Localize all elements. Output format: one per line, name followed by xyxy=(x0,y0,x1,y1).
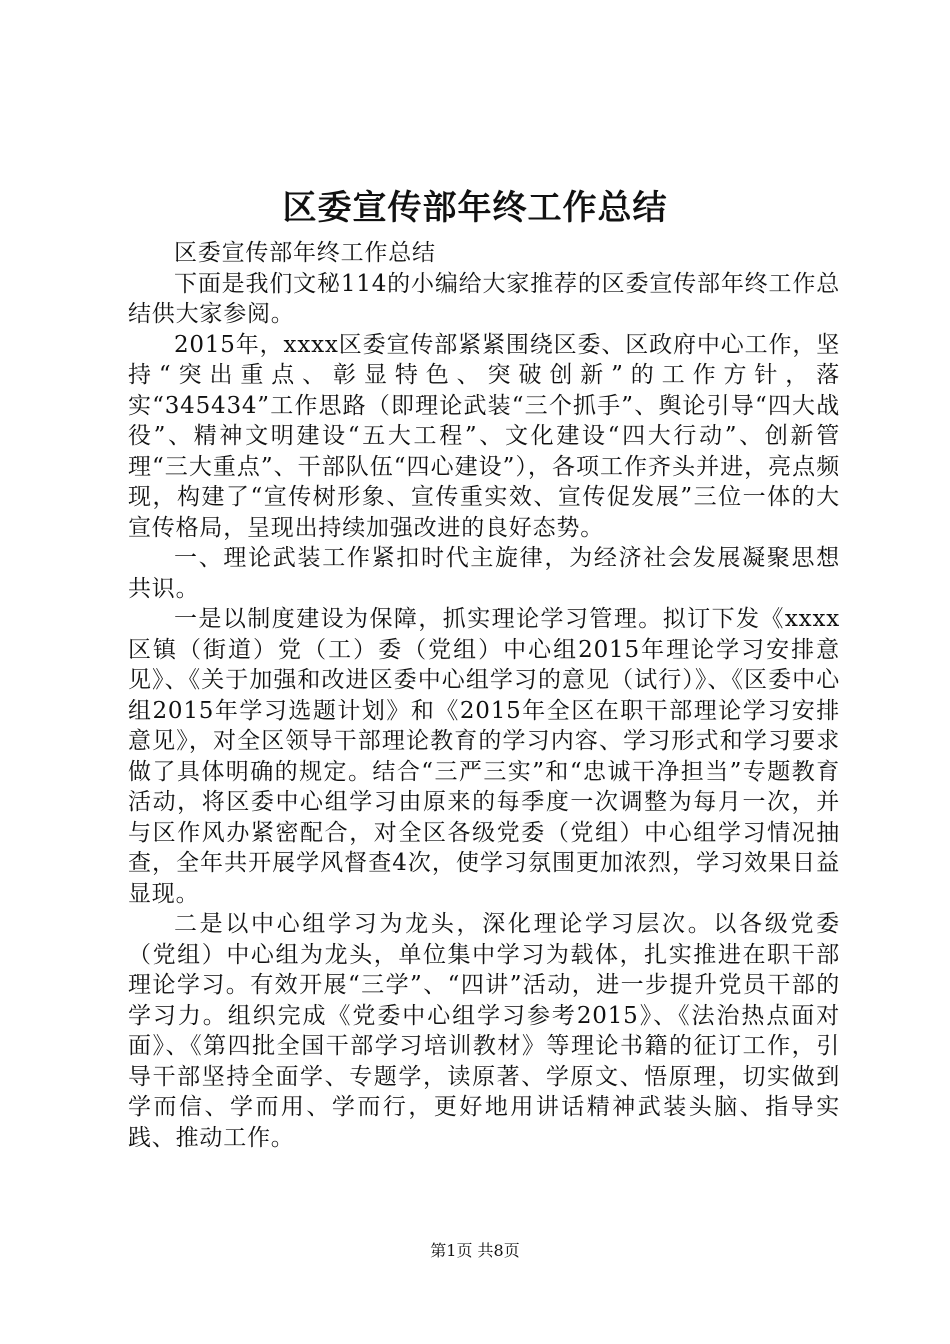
paragraph-point-one: 一是以制度建设为保障，抓实理论学习管理。拟订下发《xxxx区镇（街道）党（工）委（党组）中心组2015年理论学习安排意见》、《关于加强和改进区委中心组学习的意见（试行）》、《区委中心组2015年学习选题计划》和《2015年全区在职干部理论学习安排意见》，对全区领导干部理论教育的学习内容、学习形式和学习要求做了具体明确的规定。结合“三严三实”和“忠诚干净担当”专题教育活动，将区委中心组学习由原来的每季度一次调整为每月一次，并与区作风办紧密配合，对全区各级党委（党组）中心组学习情况抽查，全年共开展学风督查4次，使学习氛围更加浓烈，学习效果日益显现。 xyxy=(128,606,840,907)
paragraph-overview: 2015年，xxxx区委宣传部紧紧围绕区委、区政府中心工作，坚持“突出重点、彰显特色、突破创新”的工作方针，落实“345434”工作思路（即理论武装“三个抓手”、舆论引导“四大战役”、精神文明建设“五大工程”、文化建设“四大行动”、创新管理“三大重点”、干部队伍“四心建设”），各项工作齐头并进，亮点频现，构建了“宣传树形象、宣传重实效、宣传促发展”三位一体的大宣传格局，呈现出持续加强改进的良好态势。 xyxy=(128,331,840,541)
section-heading-theory: 一、理论武装工作紧扣时代主旋律，为经济社会发展凝聚思想共识。 xyxy=(128,545,840,602)
document-body xyxy=(128,238,840,1153)
paragraph-intro: 下面是我们文秘114的小编给大家推荐的区委宣传部年终工作总结供大家参阅。 xyxy=(128,270,840,327)
document-title: 区委宣传部年终工作总结 xyxy=(282,188,668,228)
paragraph-point-two: 二是以中心组学习为龙头，深化理论学习层次。以各级党委（党组）中心组为龙头，单位集中学习为载体，扎实推进在职干部理论学习。有效开展“三学”、“四讲”活动，进一步提升党员干部的学习力。组织完成《党委中心组学习参考2015》、《法治热点面对面》、《第四批全国干部学习培训教材》等理论书籍的征订工作，引导干部坚持全面学、专题学，读原著、学原文、悟原理，切实做到学而信、学而用、学而行，更好地用讲话精神武装头脑、指导实践、推动工作。 xyxy=(128,911,840,1151)
page-footer: 第1页 共8页 xyxy=(430,1241,520,1260)
paragraph-subtitle: 区委宣传部年终工作总结 xyxy=(174,240,436,266)
